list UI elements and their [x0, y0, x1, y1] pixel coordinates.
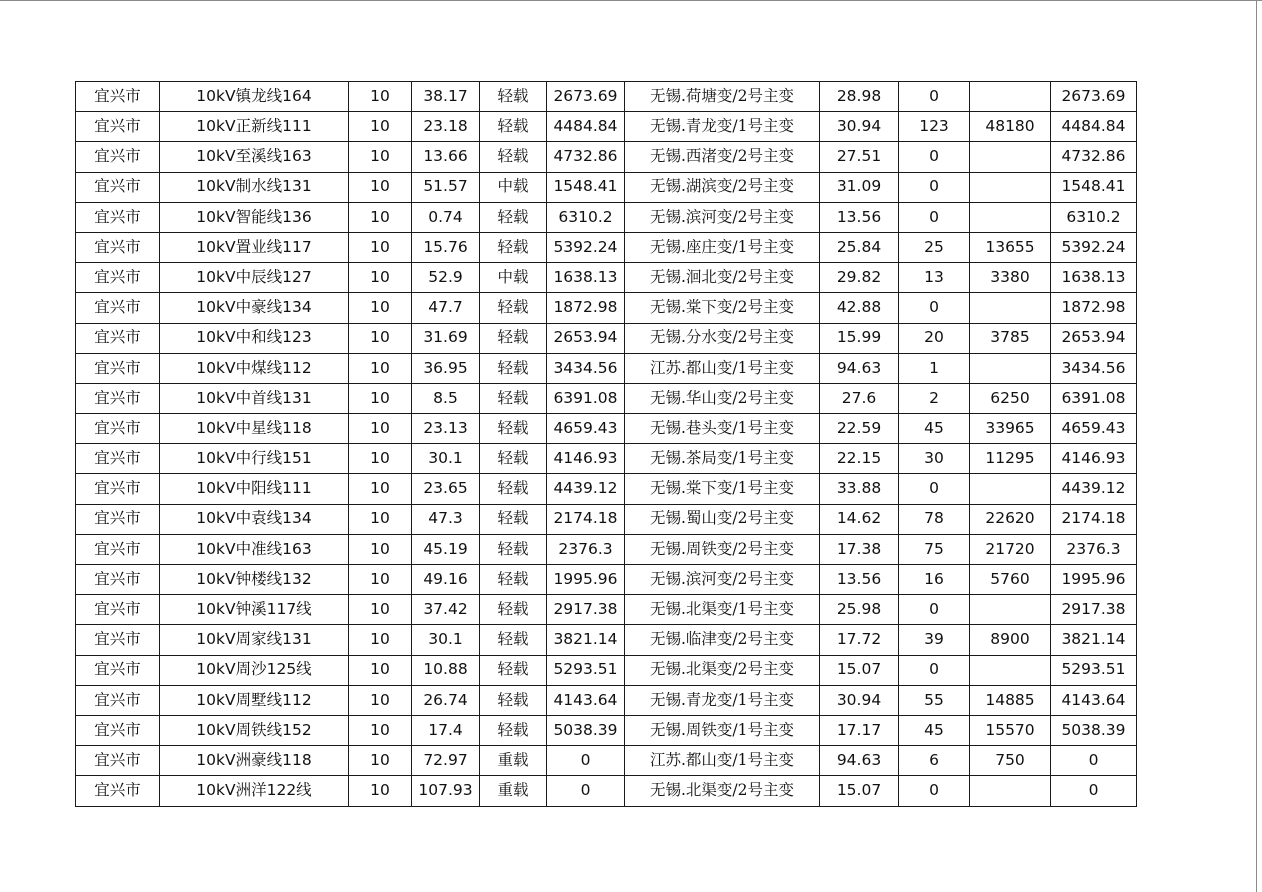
- feeder-name-cell: 10kV镇龙线164: [160, 82, 349, 112]
- city-cell: 宜兴市: [76, 746, 160, 776]
- load-status-cell: 重载: [480, 776, 547, 806]
- feeder-name-cell: 10kV周沙125线: [160, 655, 349, 685]
- transformer-load-cell: 25.84: [820, 232, 899, 262]
- load-rate-cell: 72.97: [412, 746, 480, 776]
- transformer-load-cell: 94.63: [820, 746, 899, 776]
- voltage-cell: 10: [349, 323, 412, 353]
- transformer-load-cell: 22.15: [820, 444, 899, 474]
- load-rate-cell: 107.93: [412, 776, 480, 806]
- load-rate-cell: 36.95: [412, 353, 480, 383]
- feeder-name-cell: 10kV中和线123: [160, 323, 349, 353]
- capacity-cell: 2917.38: [547, 595, 625, 625]
- substation-cell: 无锡.西渚变/2号主变: [625, 142, 820, 172]
- load-status-cell: 轻载: [480, 82, 547, 112]
- load-rate-cell: 23.13: [412, 414, 480, 444]
- capacity-cell: 4143.64: [547, 685, 625, 715]
- count-cell: 75: [899, 534, 970, 564]
- table-row: [76, 534, 1137, 564]
- voltage-cell: 10: [349, 112, 412, 142]
- transformer-load-cell: 22.59: [820, 414, 899, 444]
- capacity-cell: 4659.43: [547, 414, 625, 444]
- feeder-name-cell: 10kV洲豪线118: [160, 746, 349, 776]
- load-status-cell: 轻载: [480, 565, 547, 595]
- table-row: [76, 263, 1137, 293]
- feeder-name-cell: 10kV钟楼线132: [160, 565, 349, 595]
- city-cell: 宜兴市: [76, 142, 160, 172]
- amount-cell: [970, 655, 1051, 685]
- city-cell: 宜兴市: [76, 172, 160, 202]
- feeder-name-cell: 10kV周铁线152: [160, 715, 349, 745]
- feeder-name-cell: 10kV中煤线112: [160, 353, 349, 383]
- capacity-cell: 5038.39: [547, 715, 625, 745]
- substation-cell: 无锡.荷塘变/2号主变: [625, 82, 820, 112]
- city-cell: 宜兴市: [76, 263, 160, 293]
- substation-cell: 无锡.北渠变/2号主变: [625, 655, 820, 685]
- available-capacity-cell: 2376.3: [1051, 534, 1137, 564]
- substation-cell: 无锡.周铁变/2号主变: [625, 534, 820, 564]
- voltage-cell: 10: [349, 383, 412, 413]
- city-cell: 宜兴市: [76, 202, 160, 232]
- substation-cell: 无锡.北渠变/1号主变: [625, 595, 820, 625]
- count-cell: 25: [899, 232, 970, 262]
- load-status-cell: 重载: [480, 746, 547, 776]
- feeder-name-cell: 10kV中行线151: [160, 444, 349, 474]
- count-cell: 1: [899, 353, 970, 383]
- feeder-name-cell: 10kV中袁线134: [160, 504, 349, 534]
- load-status-cell: 轻载: [480, 595, 547, 625]
- load-rate-cell: 26.74: [412, 685, 480, 715]
- amount-cell: 21720: [970, 534, 1051, 564]
- load-rate-cell: 30.1: [412, 444, 480, 474]
- feeder-name-cell: 10kV中豪线134: [160, 293, 349, 323]
- substation-cell: 无锡.北渠变/2号主变: [625, 776, 820, 806]
- count-cell: 30: [899, 444, 970, 474]
- transformer-load-cell: 15.07: [820, 776, 899, 806]
- available-capacity-cell: 1872.98: [1051, 293, 1137, 323]
- capacity-cell: 0: [547, 776, 625, 806]
- feeder-name-cell: 10kV置业线117: [160, 232, 349, 262]
- available-capacity-cell: 4146.93: [1051, 444, 1137, 474]
- voltage-cell: 10: [349, 474, 412, 504]
- count-cell: 55: [899, 685, 970, 715]
- feeder-name-cell: 10kV至溪线163: [160, 142, 349, 172]
- amount-cell: 3785: [970, 323, 1051, 353]
- capacity-cell: 5392.24: [547, 232, 625, 262]
- transformer-load-cell: 17.72: [820, 625, 899, 655]
- feeder-name-cell: 10kV中准线163: [160, 534, 349, 564]
- substation-cell: 无锡.湖滨变/2号主变: [625, 172, 820, 202]
- load-rate-cell: 37.42: [412, 595, 480, 625]
- capacity-cell: 4146.93: [547, 444, 625, 474]
- amount-cell: 33965: [970, 414, 1051, 444]
- count-cell: 20: [899, 323, 970, 353]
- load-rate-cell: 13.66: [412, 142, 480, 172]
- feeder-name-cell: 10kV钟溪117线: [160, 595, 349, 625]
- voltage-cell: 10: [349, 142, 412, 172]
- amount-cell: [970, 353, 1051, 383]
- transformer-load-cell: 15.99: [820, 323, 899, 353]
- substation-cell: 无锡.青龙变/1号主变: [625, 685, 820, 715]
- count-cell: 0: [899, 595, 970, 625]
- available-capacity-cell: 4439.12: [1051, 474, 1137, 504]
- substation-cell: 无锡.洄北变/2号主变: [625, 263, 820, 293]
- table-row: [76, 625, 1137, 655]
- count-cell: 78: [899, 504, 970, 534]
- count-cell: 13: [899, 263, 970, 293]
- amount-cell: [970, 202, 1051, 232]
- city-cell: 宜兴市: [76, 595, 160, 625]
- voltage-cell: 10: [349, 353, 412, 383]
- table-row: [76, 715, 1137, 745]
- transformer-load-cell: 31.09: [820, 172, 899, 202]
- capacity-cell: 3434.56: [547, 353, 625, 383]
- voltage-cell: 10: [349, 504, 412, 534]
- substation-cell: 无锡.周铁变/1号主变: [625, 715, 820, 745]
- substation-cell: 无锡.棠下变/1号主变: [625, 474, 820, 504]
- voltage-cell: 10: [349, 746, 412, 776]
- table-row: [76, 565, 1137, 595]
- available-capacity-cell: 0: [1051, 776, 1137, 806]
- load-rate-cell: 45.19: [412, 534, 480, 564]
- voltage-cell: 10: [349, 82, 412, 112]
- count-cell: 45: [899, 414, 970, 444]
- city-cell: 宜兴市: [76, 534, 160, 564]
- available-capacity-cell: 6391.08: [1051, 383, 1137, 413]
- capacity-cell: 3821.14: [547, 625, 625, 655]
- load-status-cell: 轻载: [480, 504, 547, 534]
- capacity-cell: 1995.96: [547, 565, 625, 595]
- city-cell: 宜兴市: [76, 383, 160, 413]
- table-row: [76, 776, 1137, 806]
- amount-cell: 14885: [970, 685, 1051, 715]
- transformer-load-cell: 15.07: [820, 655, 899, 685]
- voltage-cell: 10: [349, 263, 412, 293]
- count-cell: 0: [899, 82, 970, 112]
- voltage-cell: 10: [349, 655, 412, 685]
- transformer-load-cell: 42.88: [820, 293, 899, 323]
- count-cell: 2: [899, 383, 970, 413]
- substation-cell: 无锡.棠下变/2号主变: [625, 293, 820, 323]
- load-rate-cell: 31.69: [412, 323, 480, 353]
- city-cell: 宜兴市: [76, 715, 160, 745]
- voltage-cell: 10: [349, 202, 412, 232]
- voltage-cell: 10: [349, 534, 412, 564]
- amount-cell: [970, 82, 1051, 112]
- amount-cell: [970, 595, 1051, 625]
- feeder-name-cell: 10kV周家线131: [160, 625, 349, 655]
- count-cell: 0: [899, 172, 970, 202]
- load-status-cell: 轻载: [480, 383, 547, 413]
- transformer-load-cell: 30.94: [820, 685, 899, 715]
- capacity-cell: 4484.84: [547, 112, 625, 142]
- transformer-load-cell: 14.62: [820, 504, 899, 534]
- load-rate-cell: 17.4: [412, 715, 480, 745]
- capacity-cell: 5293.51: [547, 655, 625, 685]
- city-cell: 宜兴市: [76, 655, 160, 685]
- capacity-cell: 4439.12: [547, 474, 625, 504]
- city-cell: 宜兴市: [76, 504, 160, 534]
- amount-cell: 750: [970, 746, 1051, 776]
- available-capacity-cell: 2673.69: [1051, 82, 1137, 112]
- transformer-load-cell: 28.98: [820, 82, 899, 112]
- table-body: [76, 82, 1137, 807]
- load-rate-cell: 23.65: [412, 474, 480, 504]
- city-cell: 宜兴市: [76, 474, 160, 504]
- table-row: [76, 353, 1137, 383]
- available-capacity-cell: 4484.84: [1051, 112, 1137, 142]
- amount-cell: [970, 172, 1051, 202]
- load-status-cell: 轻载: [480, 293, 547, 323]
- load-rate-cell: 47.7: [412, 293, 480, 323]
- count-cell: 0: [899, 655, 970, 685]
- table-row: [76, 323, 1137, 353]
- voltage-cell: 10: [349, 444, 412, 474]
- voltage-cell: 10: [349, 776, 412, 806]
- load-status-cell: 轻载: [480, 142, 547, 172]
- city-cell: 宜兴市: [76, 293, 160, 323]
- available-capacity-cell: 6310.2: [1051, 202, 1137, 232]
- transformer-load-cell: 27.6: [820, 383, 899, 413]
- available-capacity-cell: 1548.41: [1051, 172, 1137, 202]
- table-row: [76, 474, 1137, 504]
- load-rate-cell: 47.3: [412, 504, 480, 534]
- amount-cell: 5760: [970, 565, 1051, 595]
- load-rate-cell: 49.16: [412, 565, 480, 595]
- count-cell: 39: [899, 625, 970, 655]
- feeder-name-cell: 10kV制水线131: [160, 172, 349, 202]
- amount-cell: [970, 474, 1051, 504]
- city-cell: 宜兴市: [76, 565, 160, 595]
- substation-cell: 无锡.座庄变/1号主变: [625, 232, 820, 262]
- capacity-cell: 4732.86: [547, 142, 625, 172]
- table-row: [76, 112, 1137, 142]
- substation-cell: 无锡.临津变/2号主变: [625, 625, 820, 655]
- load-status-cell: 轻载: [480, 685, 547, 715]
- available-capacity-cell: 4732.86: [1051, 142, 1137, 172]
- count-cell: 0: [899, 142, 970, 172]
- available-capacity-cell: 2653.94: [1051, 323, 1137, 353]
- voltage-cell: 10: [349, 232, 412, 262]
- table-row: [76, 383, 1137, 413]
- available-capacity-cell: 2174.18: [1051, 504, 1137, 534]
- amount-cell: 22620: [970, 504, 1051, 534]
- voltage-cell: 10: [349, 172, 412, 202]
- load-status-cell: 轻载: [480, 112, 547, 142]
- available-capacity-cell: 4143.64: [1051, 685, 1137, 715]
- load-status-cell: 轻载: [480, 534, 547, 564]
- table-row: [76, 82, 1137, 112]
- voltage-cell: 10: [349, 715, 412, 745]
- feeder-load-table: [75, 81, 1137, 807]
- amount-cell: [970, 293, 1051, 323]
- available-capacity-cell: 1638.13: [1051, 263, 1137, 293]
- load-status-cell: 中载: [480, 172, 547, 202]
- available-capacity-cell: 5038.39: [1051, 715, 1137, 745]
- load-status-cell: 轻载: [480, 323, 547, 353]
- load-rate-cell: 0.74: [412, 202, 480, 232]
- substation-cell: 无锡.蜀山变/2号主变: [625, 504, 820, 534]
- count-cell: 0: [899, 474, 970, 504]
- load-rate-cell: 10.88: [412, 655, 480, 685]
- load-rate-cell: 15.76: [412, 232, 480, 262]
- transformer-load-cell: 25.98: [820, 595, 899, 625]
- capacity-cell: 2673.69: [547, 82, 625, 112]
- page-right-edge: [1256, 0, 1257, 892]
- count-cell: 0: [899, 202, 970, 232]
- capacity-cell: 0: [547, 746, 625, 776]
- capacity-cell: 2653.94: [547, 323, 625, 353]
- load-rate-cell: 23.18: [412, 112, 480, 142]
- amount-cell: 6250: [970, 383, 1051, 413]
- city-cell: 宜兴市: [76, 232, 160, 262]
- city-cell: 宜兴市: [76, 444, 160, 474]
- amount-cell: 48180: [970, 112, 1051, 142]
- transformer-load-cell: 13.56: [820, 565, 899, 595]
- transformer-load-cell: 30.94: [820, 112, 899, 142]
- city-cell: 宜兴市: [76, 685, 160, 715]
- table-row: [76, 232, 1137, 262]
- city-cell: 宜兴市: [76, 414, 160, 444]
- load-rate-cell: 8.5: [412, 383, 480, 413]
- substation-cell: 无锡.滨河变/2号主变: [625, 202, 820, 232]
- feeder-name-cell: 10kV中首线131: [160, 383, 349, 413]
- load-rate-cell: 38.17: [412, 82, 480, 112]
- table-row: [76, 746, 1137, 776]
- substation-cell: 无锡.华山变/2号主变: [625, 383, 820, 413]
- capacity-cell: 2174.18: [547, 504, 625, 534]
- count-cell: 0: [899, 293, 970, 323]
- available-capacity-cell: 4659.43: [1051, 414, 1137, 444]
- transformer-load-cell: 33.88: [820, 474, 899, 504]
- load-status-cell: 轻载: [480, 202, 547, 232]
- load-status-cell: 轻载: [480, 353, 547, 383]
- amount-cell: 13655: [970, 232, 1051, 262]
- substation-cell: 无锡.青龙变/1号主变: [625, 112, 820, 142]
- feeder-name-cell: 10kV中阳线111: [160, 474, 349, 504]
- load-status-cell: 轻载: [480, 715, 547, 745]
- city-cell: 宜兴市: [76, 776, 160, 806]
- load-status-cell: 轻载: [480, 625, 547, 655]
- amount-cell: 15570: [970, 715, 1051, 745]
- feeder-name-cell: 10kV洲洋122线: [160, 776, 349, 806]
- table-row: [76, 293, 1137, 323]
- table-row: [76, 685, 1137, 715]
- load-status-cell: 中载: [480, 263, 547, 293]
- count-cell: 6: [899, 746, 970, 776]
- table-row: [76, 142, 1137, 172]
- capacity-cell: 1638.13: [547, 263, 625, 293]
- substation-cell: 无锡.分水变/2号主变: [625, 323, 820, 353]
- load-status-cell: 轻载: [480, 232, 547, 262]
- available-capacity-cell: 5392.24: [1051, 232, 1137, 262]
- load-status-cell: 轻载: [480, 655, 547, 685]
- transformer-load-cell: 17.38: [820, 534, 899, 564]
- city-cell: 宜兴市: [76, 353, 160, 383]
- table-row: [76, 444, 1137, 474]
- transformer-load-cell: 27.51: [820, 142, 899, 172]
- voltage-cell: 10: [349, 595, 412, 625]
- load-status-cell: 轻载: [480, 474, 547, 504]
- substation-cell: 江苏.都山变/1号主变: [625, 353, 820, 383]
- amount-cell: 11295: [970, 444, 1051, 474]
- transformer-load-cell: 17.17: [820, 715, 899, 745]
- table-row: [76, 172, 1137, 202]
- transformer-load-cell: 94.63: [820, 353, 899, 383]
- page-top-edge: [0, 0, 1262, 1]
- available-capacity-cell: 3821.14: [1051, 625, 1137, 655]
- load-rate-cell: 51.57: [412, 172, 480, 202]
- capacity-cell: 6391.08: [547, 383, 625, 413]
- voltage-cell: 10: [349, 565, 412, 595]
- available-capacity-cell: 2917.38: [1051, 595, 1137, 625]
- load-status-cell: 轻载: [480, 414, 547, 444]
- substation-cell: 无锡.茶局变/1号主变: [625, 444, 820, 474]
- table-row: [76, 202, 1137, 232]
- capacity-cell: 6310.2: [547, 202, 625, 232]
- capacity-cell: 1548.41: [547, 172, 625, 202]
- substation-cell: 无锡.巷头变/1号主变: [625, 414, 820, 444]
- table-row: [76, 504, 1137, 534]
- city-cell: 宜兴市: [76, 112, 160, 142]
- available-capacity-cell: 5293.51: [1051, 655, 1137, 685]
- voltage-cell: 10: [349, 414, 412, 444]
- capacity-cell: 1872.98: [547, 293, 625, 323]
- count-cell: 123: [899, 112, 970, 142]
- feeder-name-cell: 10kV周墅线112: [160, 685, 349, 715]
- feeder-name-cell: 10kV中星线118: [160, 414, 349, 444]
- city-cell: 宜兴市: [76, 323, 160, 353]
- amount-cell: [970, 776, 1051, 806]
- count-cell: 0: [899, 776, 970, 806]
- load-status-cell: 轻载: [480, 444, 547, 474]
- capacity-cell: 2376.3: [547, 534, 625, 564]
- amount-cell: [970, 142, 1051, 172]
- city-cell: 宜兴市: [76, 82, 160, 112]
- available-capacity-cell: 1995.96: [1051, 565, 1137, 595]
- table-row: [76, 595, 1137, 625]
- transformer-load-cell: 29.82: [820, 263, 899, 293]
- count-cell: 16: [899, 565, 970, 595]
- count-cell: 45: [899, 715, 970, 745]
- feeder-name-cell: 10kV中辰线127: [160, 263, 349, 293]
- load-rate-cell: 30.1: [412, 625, 480, 655]
- available-capacity-cell: 0: [1051, 746, 1137, 776]
- voltage-cell: 10: [349, 293, 412, 323]
- table-row: [76, 414, 1137, 444]
- transformer-load-cell: 13.56: [820, 202, 899, 232]
- amount-cell: 8900: [970, 625, 1051, 655]
- feeder-name-cell: 10kV正新线111: [160, 112, 349, 142]
- city-cell: 宜兴市: [76, 625, 160, 655]
- feeder-name-cell: 10kV智能线136: [160, 202, 349, 232]
- amount-cell: 3380: [970, 263, 1051, 293]
- available-capacity-cell: 3434.56: [1051, 353, 1137, 383]
- load-rate-cell: 52.9: [412, 263, 480, 293]
- substation-cell: 江苏.都山变/1号主变: [625, 746, 820, 776]
- table-row: [76, 655, 1137, 685]
- voltage-cell: 10: [349, 685, 412, 715]
- substation-cell: 无锡.滨河变/2号主变: [625, 565, 820, 595]
- voltage-cell: 10: [349, 625, 412, 655]
